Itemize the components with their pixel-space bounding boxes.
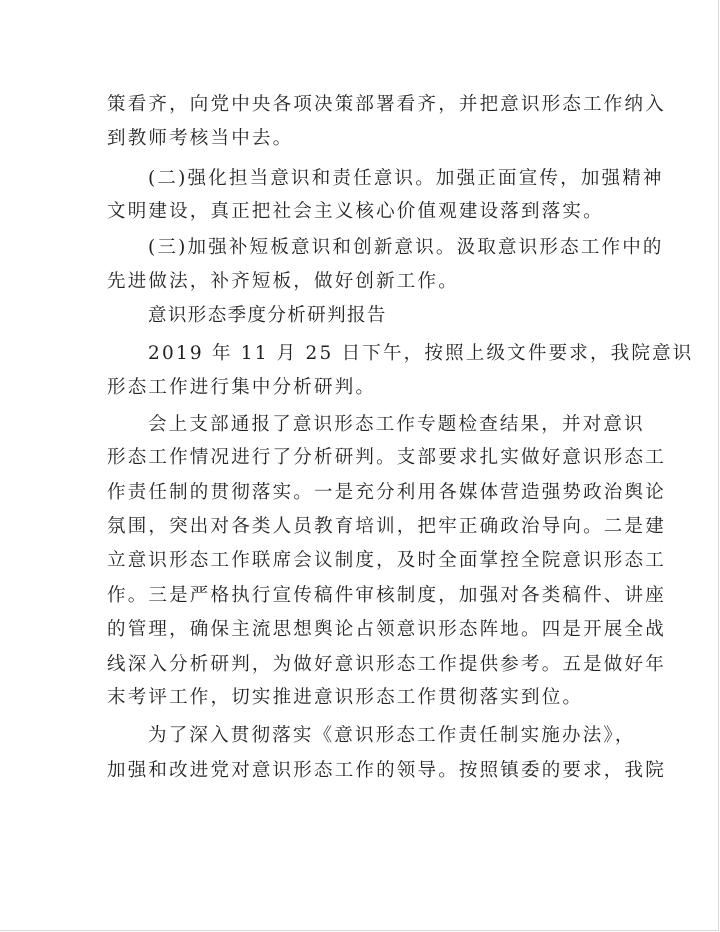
text-line: 形态工作进行集中分析研判。 — [107, 377, 377, 398]
text-line: 文明建设，真正把社会主义核心价值观建设落到落实。 — [107, 201, 604, 222]
text-line: 策看齐，向党中央各项决策部署看齐，并把意识形态工作纳入 — [107, 94, 666, 115]
text-line: 会上支部通报了意识形态工作专题检查结果，并对意识 — [148, 414, 645, 435]
text-line: 作责任制的贯彻落实。一是充分利用各媒体营造强势政治舆论 — [107, 482, 666, 503]
text-line: 先进做法，补齐短板，做好创新工作。 — [107, 271, 459, 292]
text-line: 2019 年 11 月 25 日下午，按照上级文件要求，我院意识 — [148, 343, 694, 364]
text-line: 作。三是严格执行宣传稿件审核制度，加强对各类稿件、讲座 — [107, 585, 666, 606]
text-line: 立意识形态工作联席会议制度，及时全面掌控全院意识形态工 — [107, 550, 666, 571]
text-line: 的管理，确保主流思想舆论占领意识形态阵地。四是开展全战 — [107, 619, 666, 640]
text-line: 到教师考核当中去。 — [107, 128, 294, 149]
text-line: 氛围，突出对各类人员教育培训，把牢正确政治导向。二是建 — [107, 516, 666, 537]
text-line: 为了深入贯彻落实《意识形态工作责任制实施办法》， — [148, 725, 636, 746]
text-line: 加强和改进党对意识形态工作的领导。按照镇委的要求，我院 — [107, 760, 666, 781]
text-line: (二)强化担当意识和责任意识。加强正面宣传，加强精神 — [148, 168, 664, 189]
text-line: 线深入分析研判，为做好意识形态工作提供参考。五是做好年 — [107, 654, 666, 675]
section-title: 意识形态季度分析研判报告 — [148, 305, 387, 326]
text-line: 形态工作情况进行了分析研判。支部要求扎实做好意识形态工 — [107, 447, 666, 468]
text-line: 末考评工作，切实推进意识形态工作贯彻落实到位。 — [107, 687, 584, 708]
text-line: (三)加强补短板意识和创新意识。汲取意识形态工作中的 — [148, 237, 664, 258]
